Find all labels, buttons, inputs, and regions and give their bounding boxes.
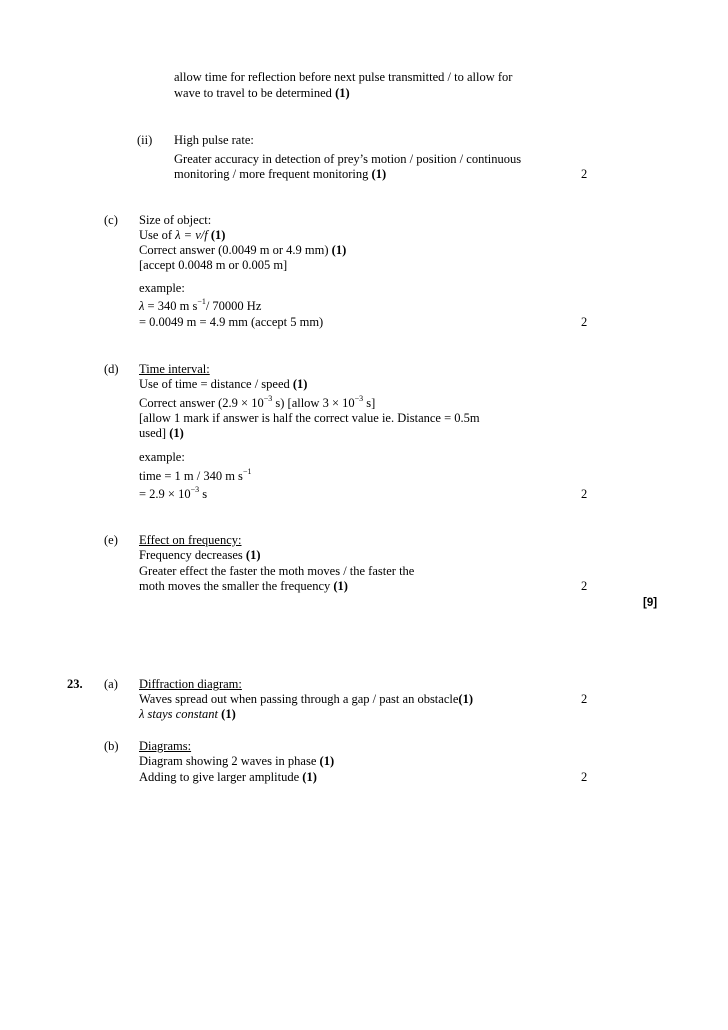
d-ex1-a: time = 1 m / 340 m s	[139, 469, 243, 483]
q23a-line-1	[139, 692, 473, 707]
q23a-line-1-mark: (1)	[458, 692, 473, 706]
q23b-line-2	[139, 770, 317, 785]
d-ex2-a: = 2.9 × 10	[139, 487, 191, 501]
c-use-of-line	[139, 228, 225, 243]
e-marks: 2	[581, 579, 588, 593]
c-use-prefix: Use of	[139, 228, 176, 242]
d-allow-line-2	[139, 426, 184, 441]
bii-marks: 2	[581, 167, 588, 181]
d-heading: Time interval:	[139, 362, 210, 376]
q23b-heading: Diagrams:	[139, 739, 192, 753]
q23a-label: (a)	[104, 677, 118, 691]
c-example-line-2: = 0.0049 m = 4.9 mm (accept 5 mm)	[139, 315, 324, 329]
q23b-marks: 2	[581, 770, 588, 784]
q23a-marks: 2	[581, 692, 588, 706]
c-correct-mark: (1)	[331, 243, 347, 257]
d-label: (d)	[104, 362, 119, 376]
q23a-heading: Diffraction diagram:	[139, 677, 242, 691]
q23a-line-2-mark: (1)	[221, 707, 236, 721]
c-use-mark: (1)	[210, 228, 226, 242]
bi-answer-text: wave to travel to be determined	[174, 86, 336, 100]
c-correct-line	[139, 243, 346, 258]
d-use-line	[139, 377, 307, 392]
q23b-line-1-mark: (1)	[319, 754, 335, 768]
d-allow-text: used]	[139, 426, 170, 440]
bi-answer-line-1: allow time for reflection before next pulse transmitted / to allow for	[174, 70, 513, 84]
c-ex1-b: / 70000 Hz	[205, 299, 262, 313]
d-correct-sup-2: −3	[354, 394, 364, 403]
c-formula: λ = v/f	[175, 228, 208, 242]
c-ex1-a: = 340 m s	[144, 299, 198, 313]
e-line-3-mark: (1)	[333, 579, 348, 593]
d-allow-line-1: [allow 1 mark if answer is half the correct value ie. Distance = 0.5m	[139, 411, 480, 425]
d-ex2-sup: −3	[190, 485, 200, 494]
c-ex1-sup: −1	[197, 297, 206, 306]
q23b-line-2-text: Adding to give larger amplitude	[139, 770, 303, 784]
d-use-mark: (1)	[292, 377, 308, 391]
bii-label: (ii)	[137, 133, 153, 147]
q23b-line-1-text: Diagram showing 2 waves in phase	[139, 754, 320, 768]
q23-number: 23.	[67, 677, 83, 691]
bii-answer-text: monitoring / more frequent monitoring	[174, 167, 372, 181]
d-use-text: Use of time = distance / speed	[139, 377, 293, 391]
q23a-line-1-text: Waves spread out when passing through a gap / past an obstacle	[139, 692, 459, 706]
question-total: [9]	[643, 597, 658, 609]
q23a-line-2-text: λ stays constant	[139, 707, 222, 721]
d-correct-b: s) [allow 3 × 10	[272, 396, 355, 410]
e-line-1-text: Frequency decreases	[139, 548, 246, 562]
c-marks: 2	[581, 315, 588, 329]
d-example-line-2	[139, 487, 207, 502]
e-line-2: Greater effect the faster the moth moves / the faster the	[139, 564, 415, 578]
c-lambda: λ	[139, 299, 145, 313]
c-label: (c)	[104, 213, 118, 227]
q23b-line-2-mark: (1)	[302, 770, 317, 784]
d-correct-c: s]	[363, 396, 376, 410]
d-example-label: example:	[139, 450, 185, 464]
e-line-1-mark: (1)	[245, 548, 261, 562]
d-allow-mark: (1)	[169, 426, 184, 440]
q23a-line-2	[139, 707, 236, 722]
q23b-label: (b)	[104, 739, 119, 753]
bi-mark: (1)	[335, 86, 350, 100]
d-correct-line	[139, 396, 375, 411]
bii-answer-line-1: Greater accuracy in detection of prey’s motion / position / continuous	[174, 152, 522, 166]
bii-heading: High pulse rate:	[174, 133, 254, 147]
d-ex1-sup: −1	[242, 467, 252, 476]
d-correct-sup-1: −3	[263, 394, 273, 403]
e-label: (e)	[104, 533, 118, 547]
e-line-3	[139, 579, 348, 594]
e-line-3-text: moth moves the smaller the frequency	[139, 579, 334, 593]
c-heading: Size of object:	[139, 213, 212, 227]
c-example-label: example:	[139, 281, 185, 295]
e-line-1	[139, 548, 260, 563]
c-correct-text: Correct answer (0.0049 m or 4.9 mm)	[139, 243, 332, 257]
d-marks: 2	[581, 487, 588, 501]
d-example-line-1	[139, 469, 251, 484]
d-correct-a: Correct answer (2.9 × 10	[139, 396, 264, 410]
bii-answer-line-2	[174, 167, 386, 182]
q23b-line-1	[139, 754, 334, 769]
e-heading: Effect on frequency:	[139, 533, 242, 547]
d-ex2-b: s	[199, 487, 208, 501]
bii-mark: (1)	[371, 167, 387, 181]
c-accept-line: [accept 0.0048 m or 0.005 m]	[139, 258, 288, 272]
bi-answer-line-2	[174, 86, 350, 101]
c-example-line-1	[139, 299, 261, 314]
